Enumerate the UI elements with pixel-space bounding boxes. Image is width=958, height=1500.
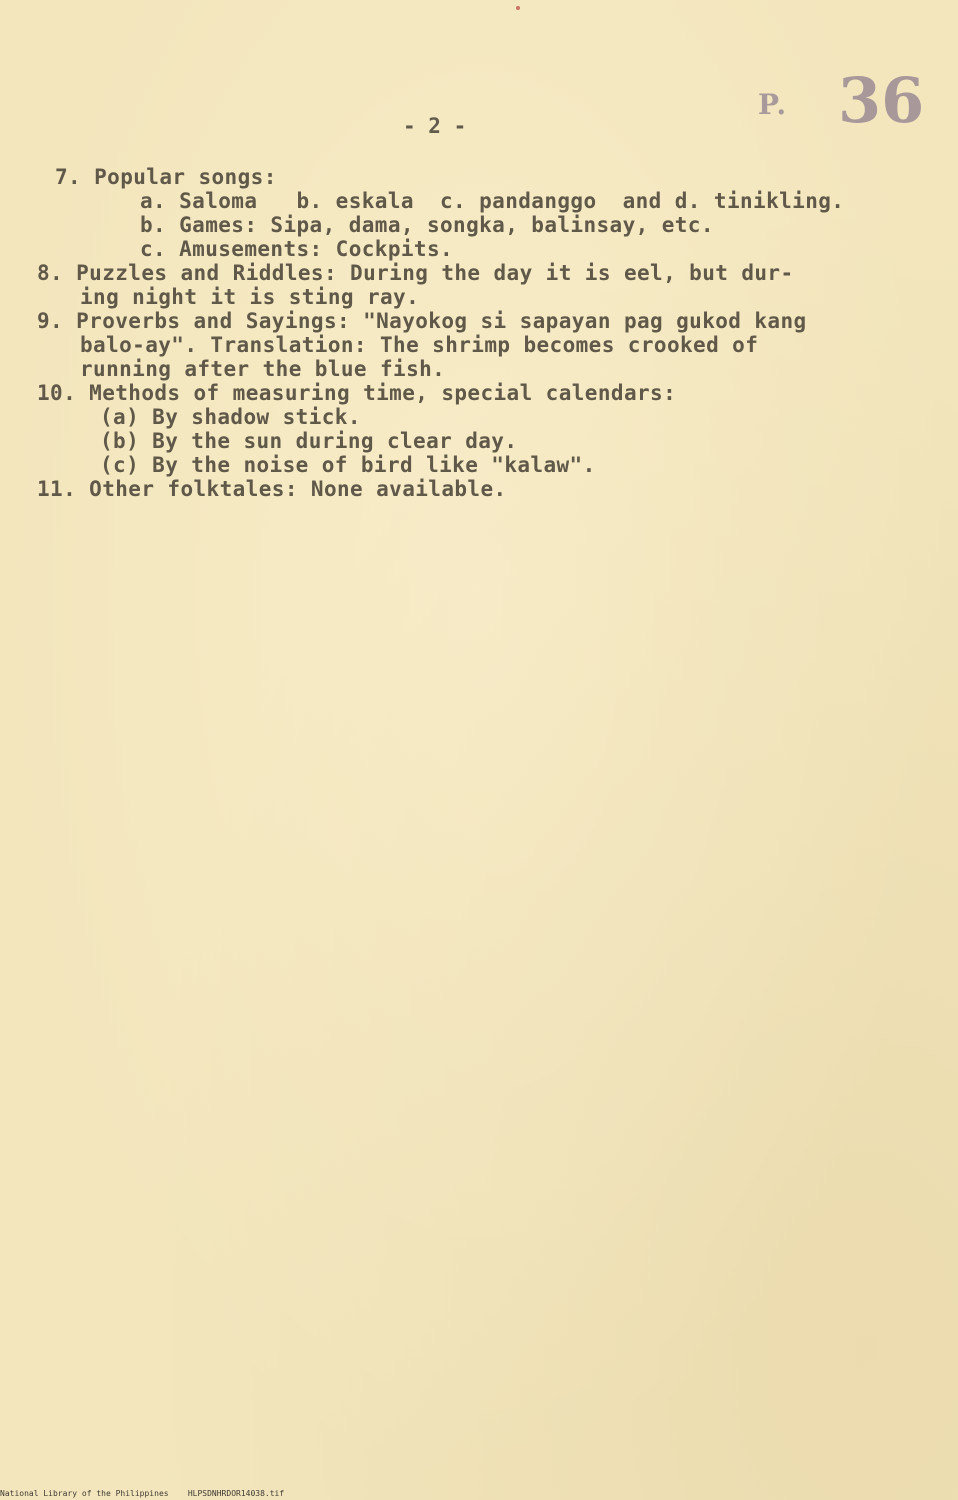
ink-speck [516, 6, 520, 10]
page-number: - 2 - [403, 114, 467, 138]
item-10b: (b) By the sun during clear day. [100, 429, 518, 453]
item-7a-songs: a. Saloma b. eskala c. pandanggo and d. tinikling. [140, 189, 845, 213]
item-9-continued: balo-ay". Translation: The shrimp becomes crooked of [80, 333, 759, 357]
item-7-heading: 7. Popular songs: [55, 165, 277, 189]
item-10c: (c) By the noise of bird like "kalaw". [100, 453, 596, 477]
item-10a: (a) By shadow stick. [100, 405, 361, 429]
stamp-prefix: P. [758, 88, 789, 121]
stamp-number: 36 [838, 64, 925, 137]
archive-page-stamp [758, 64, 928, 138]
item-9-heading: 9. Proverbs and Sayings: "Nayokog si sapayan pag gukod kang [37, 309, 807, 333]
item-9-continued-2: running after the blue fish. [80, 357, 446, 381]
item-7c-amusements: c. Amusements: Cockpits. [140, 237, 454, 261]
item-11-heading: 11. Other folktales: None available. [37, 477, 507, 501]
item-8-heading: 8. Puzzles and Riddles: During the day it is eel, but dur- [37, 261, 794, 285]
archive-footer: National Library of the Philippines HLPSDNHRDOR14038.tif [0, 1489, 285, 1498]
item-8-continued: ing night it is sting ray. [80, 285, 420, 309]
item-10-heading: 10. Methods of measuring time, special calendars: [37, 381, 677, 405]
item-7b-games: b. Games: Sipa, dama, songka, balinsay, etc. [140, 213, 714, 237]
